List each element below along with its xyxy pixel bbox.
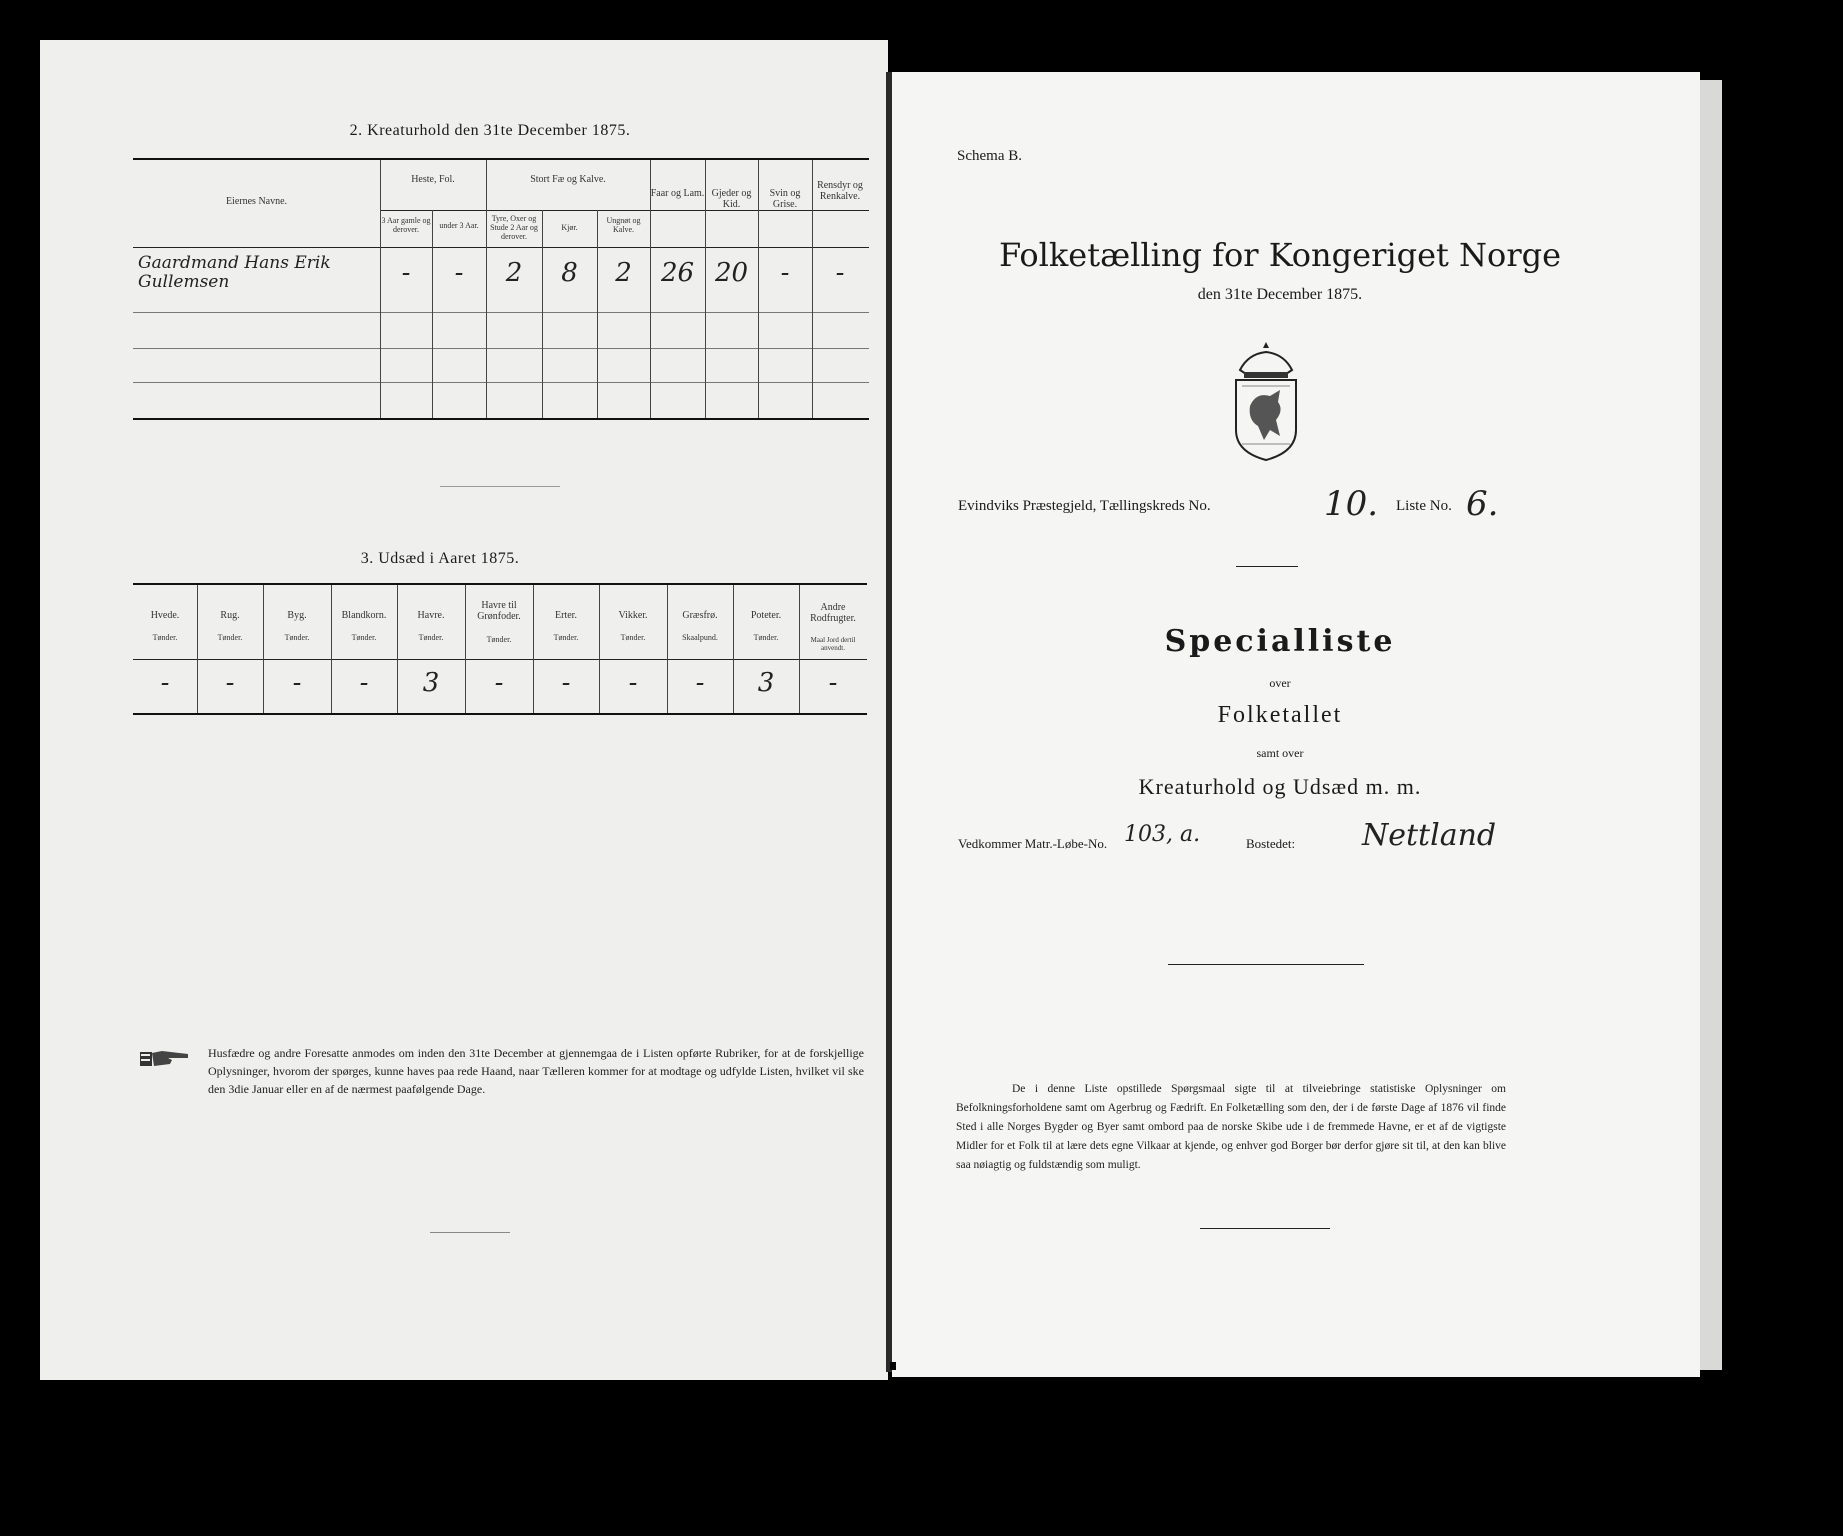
udsaed-header-name: Byg.: [287, 610, 307, 621]
udsaed-value: 3: [757, 668, 775, 698]
udsaed-value: -: [359, 668, 369, 698]
livestock-value: 26: [660, 258, 695, 288]
udsaed-header-name: Hvede.: [150, 610, 180, 621]
table2-col-rule: [486, 160, 487, 418]
udsaed-header-name: Blandkorn.: [341, 610, 387, 621]
udsaed-header-name: Græsfrø.: [682, 610, 718, 621]
owner-name-handwritten: Gaardmand Hans Erik Gullemsen: [138, 253, 331, 292]
section3-title: 3. Udsæd i Aaret 1875.: [360, 550, 520, 567]
title-separator-rule: [1236, 566, 1298, 567]
norwegian-coat-of-arms-icon: [1228, 340, 1304, 464]
census-date: den 31te December 1875.: [1197, 286, 1363, 303]
district-number-handwritten: 10.: [1324, 484, 1379, 524]
left-page: [40, 40, 888, 1380]
stort-c-header: Ungnøt og Kalve.: [606, 216, 641, 234]
specialliste-heading: Specialliste: [1164, 624, 1396, 659]
udsaed-header-name: Poteter.: [750, 610, 782, 621]
livestock-value: -: [401, 258, 411, 288]
svin-header: Svin og Grise.: [769, 188, 801, 210]
stort-header: Stort Fæ og Kalve.: [530, 174, 606, 185]
table2-col-rule: [380, 160, 381, 418]
udsaed-header-name: Rug.: [220, 610, 240, 621]
udsaed-value: -: [494, 668, 504, 698]
bottom-separator-rule: [1200, 1228, 1330, 1229]
livestock-value: 20: [714, 258, 749, 288]
matr-label: Vedkommer Matr.-Løbe-No.: [958, 836, 1108, 851]
table2-col-rule: [542, 210, 543, 418]
udsaed-header-unit: Tønder.: [351, 633, 377, 642]
mid-separator-rule: [1168, 964, 1364, 965]
udsaed-value: -: [828, 668, 838, 698]
udsaed-value: -: [561, 668, 571, 698]
udsaed-header-name: Andre Rodfrugter.: [810, 602, 856, 624]
separator-rule: [440, 486, 560, 487]
table2-col-rule: [432, 210, 433, 418]
udsaed-header-unit: Tønder.: [284, 633, 310, 642]
heste-b-header: under 3 Aar.: [439, 221, 479, 230]
udsaed-header-name: Havre til Grønfoder.: [477, 600, 521, 622]
footnote-text: Husfædre og andre Foresatte anmodes om inden den 31te December at gjennemgaa de i Listen opførte Rubriker, for at de forskjellige Oplysninger, hvorom der spørges, kunne haves paa rede Haand, naar Tælleren kommer for at modtage og udfylde Listen, hvilket vil ske den 3die Januar eller en af de nærmest paafølgende Dage.: [208, 1046, 864, 1096]
owner-header: Eiernes Navne.: [225, 196, 288, 207]
matr-value-handwritten: 103, a.: [1124, 822, 1201, 847]
footer-rule: [430, 1232, 510, 1233]
stort-b-header: Kjør.: [561, 223, 578, 232]
udsaed-value: -: [225, 668, 235, 698]
udsaed-header-unit: Tønder.: [553, 633, 579, 642]
faar-header: Faar og Lam.: [650, 188, 705, 199]
census-title: Folketælling for Kongeriget Norge: [998, 236, 1562, 274]
heste-header: Heste, Fol.: [411, 174, 455, 185]
udsaed-value: -: [292, 668, 302, 698]
over-text: over: [1269, 676, 1291, 690]
samt-over-text: samt over: [1256, 746, 1304, 760]
section2-title: 2. Kreaturhold den 31te December 1875.: [349, 122, 631, 139]
livestock-value: 2: [505, 258, 523, 288]
udsaed-header-unit: Tønder.: [418, 633, 444, 642]
udsaed-header-unit: Tønder.: [620, 633, 646, 642]
udsaed-value: 3: [422, 668, 440, 698]
liste-number-handwritten: 6.: [1466, 484, 1499, 524]
udsaed-header-name: Erter.: [555, 610, 577, 621]
ren-header: Rensdyr og Renkalve.: [817, 180, 863, 202]
udsaed-header-unit: Skaalpund.: [682, 633, 718, 642]
explanatory-note: De i denne Liste opstillede Spørgsmaal sigte til at tilveiebringe statistiske Oplysninger om Befolkningsforholdene samt om Agerbrug og Fædrift. En Folketælling som den, der i de første Dage af 1876 vil finde Sted i alle Norges Bygder og Byer samt ombord paa de norske Skibe ude i de fremmede Havne, er et af de vigtigste Midler for et Folk til at lære dets egne Vilkaar at kjende, og enhver god Borger bør derfor gjøre sit til, at den kan blive saa nøiagtig og fuldstændig som muligt.: [956, 1083, 1506, 1171]
bostedet-label: Bostedet:: [1246, 836, 1296, 851]
livestock-value: -: [454, 258, 464, 288]
udsaed-header-unit: Tønder.: [152, 633, 178, 642]
udsaed-value: -: [628, 668, 638, 698]
table2-bottom-rule: [133, 418, 869, 420]
folketallet-heading: Folketallet: [1217, 702, 1343, 728]
livestock-value: -: [835, 258, 845, 288]
livestock-value: -: [780, 258, 790, 288]
livestock-value: 2: [615, 258, 632, 288]
udsaed-header-unit: Maal Jord dertil anvendt.: [810, 636, 856, 652]
udsaed-value: -: [160, 668, 170, 698]
udsaed-header-name: Havre.: [417, 610, 445, 621]
stort-a-header: Tyre, Oxer og Stude 2 Aar og derover.: [490, 214, 538, 241]
udsaed-value: -: [695, 668, 705, 698]
udsaed-header-unit: Tønder.: [486, 635, 512, 644]
pointing-hand-icon: [138, 1046, 194, 1070]
gjeder-header: Gjeder og Kid.: [711, 188, 752, 210]
table2-header-rule-sub: [380, 210, 869, 211]
table3-header-rule: [133, 659, 867, 660]
udsaed-header-name: Vikker.: [618, 610, 648, 621]
table2-col-rule: [597, 210, 598, 418]
livestock-value: 8: [561, 258, 578, 288]
bostedet-value-handwritten: Nettland: [1362, 818, 1497, 853]
schema-label: Schema B.: [957, 148, 1022, 164]
liste-label: Liste No.: [1396, 498, 1452, 514]
heste-a-header: 3 Aar gamle og derover.: [381, 216, 431, 234]
page-mark: [890, 1362, 896, 1370]
kreaturhold-heading: Kreaturhold og Udsæd m. m.: [1138, 774, 1422, 799]
table3-bottom-rule: [133, 713, 867, 715]
udsaed-header-unit: Tønder.: [217, 633, 243, 642]
table3-top-rule: [133, 583, 867, 585]
udsaed-header-unit: Tønder.: [753, 633, 779, 642]
district-line: Evindviks Præstegjeld, Tællingskreds No.: [958, 498, 1211, 514]
